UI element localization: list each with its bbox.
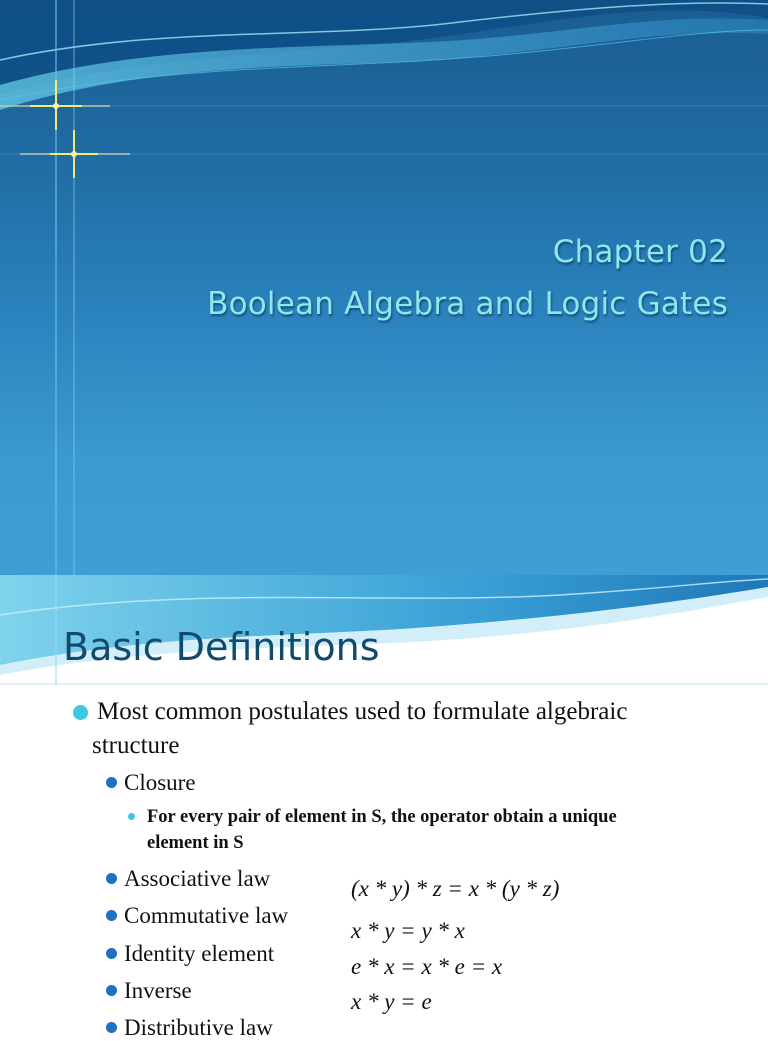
sub-bullet-dot (106, 1022, 117, 1033)
closure-detail: For every pair of element in S, the operator obtain a unique (147, 807, 617, 827)
sub-bullet-dot (106, 985, 117, 996)
sub-bullet-dot (106, 873, 117, 884)
sub-bullet-dot (106, 948, 117, 959)
chapter-subtitle: Boolean Algebra and Logic Gates (207, 286, 728, 322)
sub-sub-bullet-dot (128, 813, 135, 820)
closure-detail-continued: element in S (147, 833, 244, 853)
formula-commutative: x * y = y * x (351, 918, 465, 943)
formula-inverse: x * y = e (351, 989, 432, 1014)
content-slide (0, 575, 768, 1040)
title-block (207, 226, 728, 330)
bullet-text-continued: structure (92, 732, 180, 759)
law-label-inverse: Inverse (124, 978, 192, 1003)
sub-bullet-closure: Closure (124, 770, 196, 795)
law-label-identity: Identity element (124, 941, 275, 966)
law-label-distributive: Distributive law (124, 1015, 273, 1040)
formula-identity: e * x = x * e = x (351, 954, 503, 979)
law-label-associative: Associative law (124, 866, 271, 891)
chapter-title: Chapter 02 (552, 234, 728, 270)
bullet-text: Most common postulates used to formulate algebraic (97, 698, 628, 725)
bullet-dot (73, 705, 88, 720)
law-label-commutative: Commutative law (124, 903, 289, 928)
sub-bullet-dot (106, 777, 117, 788)
sub-bullet-dot (106, 910, 117, 921)
slide-title: Basic Definitions (63, 625, 380, 669)
formula-associative: (x * y) * z = x * (y * z) (351, 876, 560, 901)
